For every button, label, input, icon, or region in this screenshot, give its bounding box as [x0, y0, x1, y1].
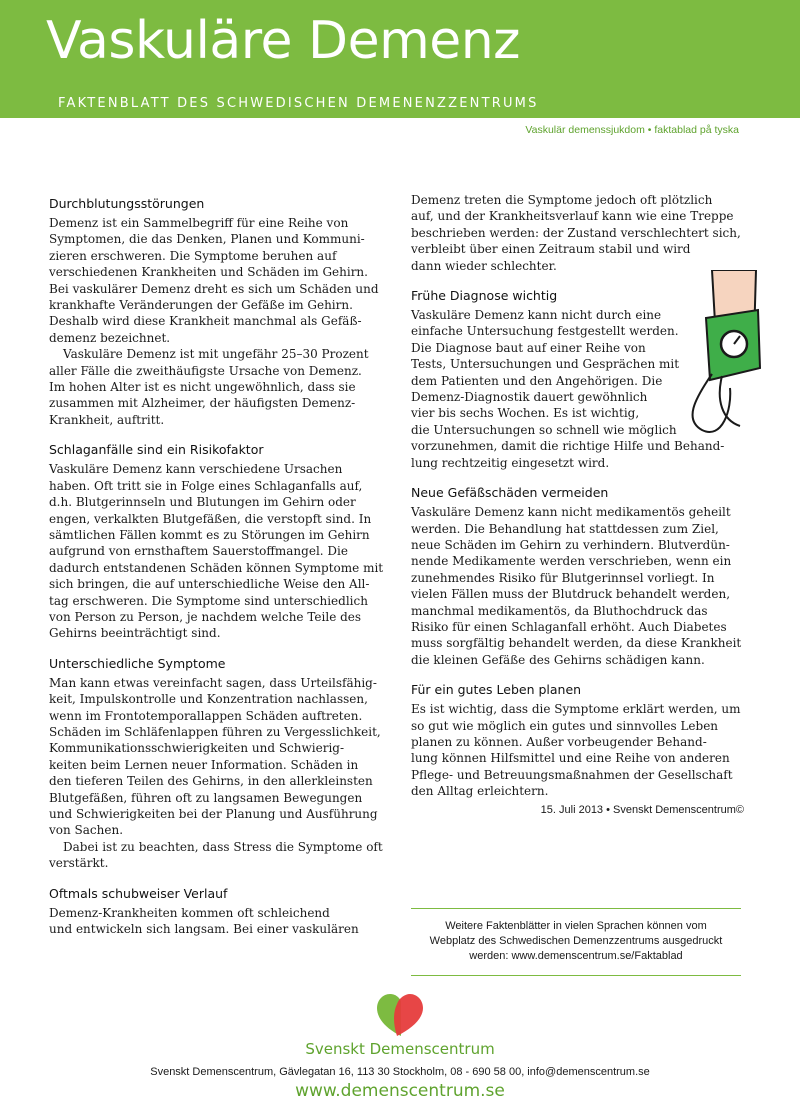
- section-paragraph: Vaskuläre Demenz kann verschiedene Ursachen haben. Oft tritt sie in Folge eines Schlaganfalls auf, d.h. Blutgerinnseln und Blutungen im Gehirn oder engen, verkalkten Blutgefäßen, die verstopft sind. In sämtlichen Fällen kommt es zu Störungen im Gehirn aufgrund von ernsthaftem Sauerstoffmangel. Die dadurch entstandenen Schäden können Symptome mit sich bringen, die auf unterschiedliche Weise den All- tag erschweren. Die Symptome sind unterschiedlich von Person zu Person, je nachdem welche Teile des Gehirns beeinträchtigt sind.: [49, 462, 384, 641]
- section-paragraph: Vaskuläre Demenz kann nicht durch eine einfache Untersuchung festgestellt werden. Die Diagnose baut auf einer Reihe von Tests, Untersuchungen und Gesprächen mit dem Patienten und den Angehörigen. Die Demenz-Diagnostik dauert gewöhnlich vier bis sechs Wochen. Es ist wichtig, die Untersuchungen so schnell wie möglich vorzunehmen, damit die richtige Hilfe und Behand- lung rechtzeitig eingesetzt wird.: [411, 308, 725, 470]
- section-paragraph: Dabei ist zu beachten, dass Stress die Symptome oft verstärkt.: [49, 839, 383, 871]
- heart-logo-icon: [375, 992, 427, 1038]
- section-heading-gefaessschaeden: Neue Gefäßschäden vermeiden: [411, 485, 609, 501]
- section-heading-schlaganfaelle: Schlaganfälle sind ein Risikofaktor: [49, 442, 264, 458]
- blood-pressure-cuff-illustration: [682, 270, 762, 440]
- section-heading-diagnose: Frühe Diagnose wichtig: [411, 288, 558, 304]
- page-subtitle: FAKTENBLATT DES SCHWEDISCHEN DEMENENZZENTRUMS: [58, 96, 539, 111]
- section-paragraph: Man kann etwas vereinfacht sagen, dass Urteilsfähig- keit, Impulskontrolle und Konzentration nachlassen, wenn im Frontotemporallappen Schäden auftreten. Schäden im Schläfenlappen führen zu Vergesslichkeit, Kommunikationsschwierigkeiten und Schwierig- keiten beim Lernen neuer Information. Schäden in den tieferen Teilen des Gehirns, in den allerkleinsten Blutgefäßen, führen oft zu langsamen Bewegungen und Schwierigkeiten bei der Planung und Ausführung von Sachen.: [49, 675, 381, 838]
- section-heading-verlauf: Oftmals schubweiser Verlauf: [49, 885, 228, 901]
- section-paragraph: Demenz ist ein Sammelbegriff für eine Reihe von Symptomen, die das Denken, Planen und Kommuni- zieren erschweren. Die Symptome beruhen auf verschiedenen Krankheiten und Schäden im Gehirn. Bei vaskulärer Demenz dreht es sich um Schäden und krankhafte Veränderungen der Gefäße im Gehirn. Deshalb wird diese Krankheit manchmal als Gefäß- demenz bezeichnet.: [49, 216, 379, 345]
- section-paragraph: Es ist wichtig, dass die Symptome erklärt werden, um so gut wie möglich ein gutes und sinnvolles Leben planen zu können. Außer vorbeugender Behand- lung können Hilfsmittel und eine Reihe von anderen Pflege- und Betreuungsmaßnahmen der Gesellschaft den Alltag erleichtern.: [411, 702, 741, 799]
- info-box-text: Weitere Faktenblätter in vielen Sprachen können vom Webplatz des Schwedischen Demenzzentrums ausgedruckt werden: www.demenscentrum.se/Faktablad: [429, 920, 723, 962]
- section-heading-symptome: Unterschiedliche Symptome: [49, 655, 226, 671]
- info-box: [411, 908, 741, 976]
- page-tagline: Vaskulär demenssjukdom • faktablad på tyska: [525, 124, 739, 136]
- organization-name: Svenskt Demenscentrum: [305, 1040, 495, 1058]
- dateline: 15. Juli 2013 • Svenskt Demenscentrum©: [540, 803, 744, 816]
- section-heading-durchblutung: Durchblutungsstörungen: [49, 196, 205, 211]
- section-heading-leben-planen: Für ein gutes Leben planen: [411, 682, 582, 698]
- left-column: [49, 196, 384, 937]
- page-title: Vaskuläre Demenz: [46, 11, 520, 71]
- footer-address: Svenskt Demenscentrum, Gävlegatan 16, 113 30 Stockholm, 08 - 690 58 00, info@demenscentrum.se: [150, 1066, 650, 1078]
- section-paragraph-continued: Demenz treten die Symptome jedoch oft plötzlich auf, und der Krankheitsverlauf kann wie eine Treppe beschrieben werden: der Zustand verschlechtert sich, verbleibt über einen Zeitraum stabil und wird dann wieder schlechter.: [411, 193, 741, 273]
- section-paragraph: Vaskuläre Demenz kann nicht medikamentös geheilt werden. Die Behandlung hat stattdessen zum Ziel, neue Schäden im Gehirn zu verhindern. Blutverdün- nende Medikamente werden verschrieben, wenn ein zunehmendes Risiko für Blutgerinnsel vorliegt. In vielen Fällen muss der Blutdruck behandelt werden, manchmal medikamentös, da Bluthochdruck das Risiko für einen Schlaganfall erhöht. Auch Diabetes muss sorgfältig behandelt werden, da diese Krankheit die kleinen Gefäße des Gehirns schädigen kann.: [411, 505, 742, 667]
- footer-website-link[interactable]: www.demenscentrum.se: [295, 1081, 505, 1101]
- section-paragraph: Vaskuläre Demenz ist mit ungefähr 25–30 Prozent aller Fälle die zweithäufigste Ursache von Demenz. Im hohen Alter ist es nicht ungewöhnlich, dass sie zusammen mit Alzheimer, der häufigsten Demenz- Krankheit, auftritt.: [49, 347, 369, 427]
- section-paragraph: Demenz-Krankheiten kommen oft schleichend und entwickeln sich langsam. Bei einer vaskulären: [49, 905, 359, 937]
